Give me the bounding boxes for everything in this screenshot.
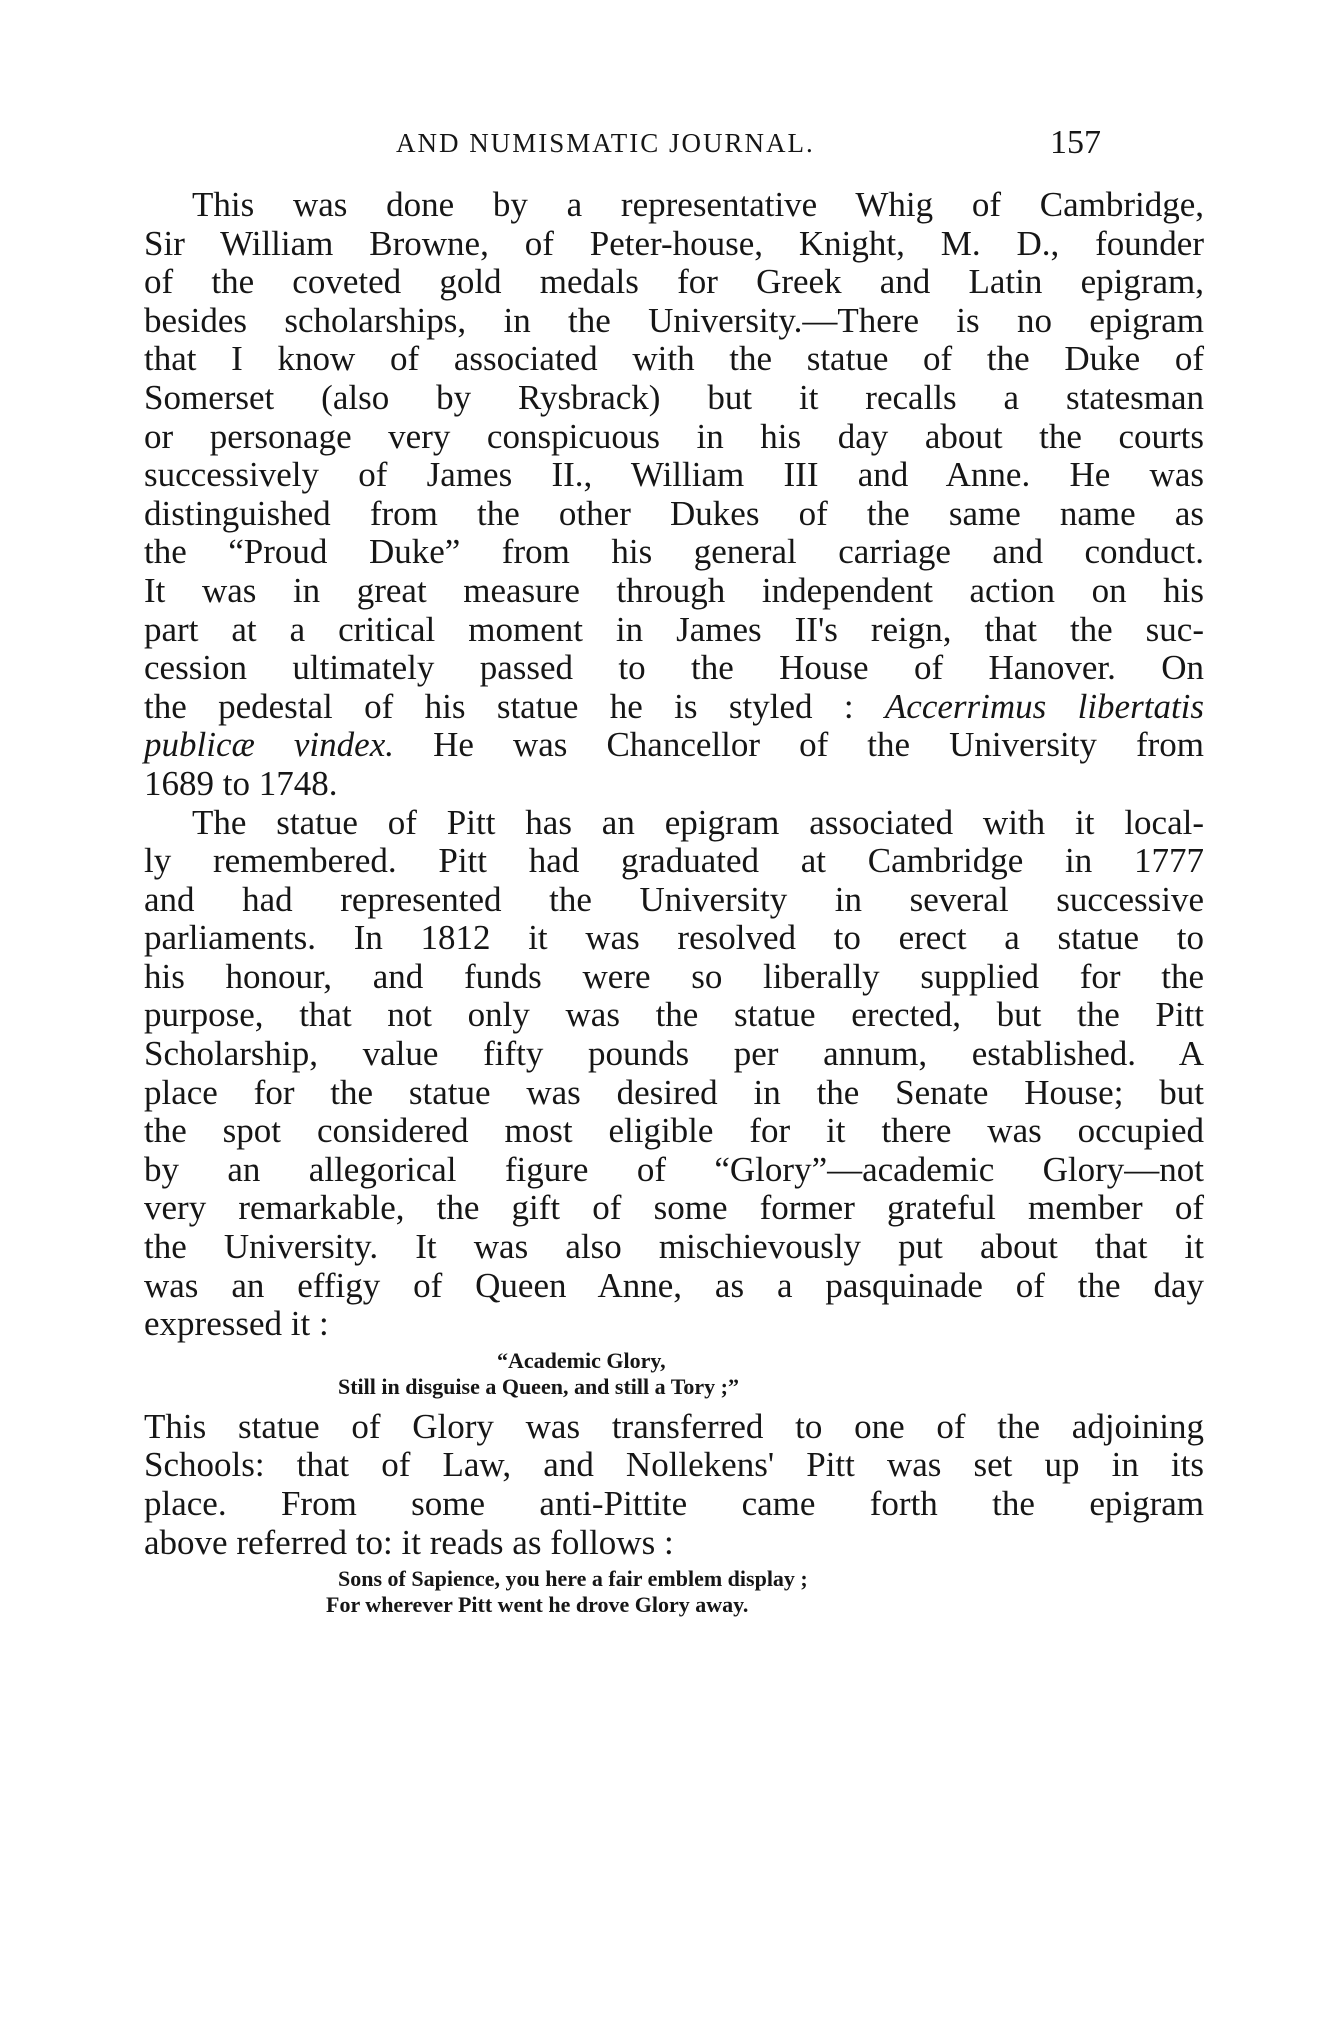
body-text: [144, 186, 1204, 1618]
text-line: successively of James II., William III and Anne. He was: [144, 455, 1204, 495]
text-line: This statue of Glory was transferred to one of the adjoining: [144, 1406, 1204, 1446]
text-line: 1689 to 1748.: [144, 763, 338, 803]
verse-line: Sons of Sapience, you here a fair emblem display ;: [338, 1566, 808, 1592]
latin-motto-part-2: publicæ vindex.: [144, 725, 394, 765]
text-fragment: the pedestal of his statue he is styled :: [144, 686, 854, 726]
text-line: ly remembered. Pitt had graduated at Cambridge in 1777: [144, 841, 1204, 881]
text-line: of the coveted gold medals for Greek and Latin epigram,: [144, 262, 1204, 302]
paragraph-2: [144, 804, 1204, 1344]
text-line: Scholarship, value fifty pounds per annum, established. A: [144, 1034, 1204, 1074]
text-line: parliaments. In 1812 it was resolved to erect a statue to: [144, 918, 1204, 958]
paragraph-1: [144, 186, 1204, 804]
paragraph-3: [144, 1408, 1204, 1562]
text-line: distinguished from the other Dukes of the same name as: [144, 493, 1204, 533]
text-line: It was in great measure through independent action on his: [144, 570, 1204, 610]
verse-quotation-1: [144, 1348, 1204, 1400]
text-line: or personage very conspicuous in his day about the courts: [144, 416, 1204, 456]
text-line: very remarkable, the gift of some former grateful member of: [144, 1188, 1204, 1228]
verse-line: “Academic Glory,: [497, 1347, 666, 1373]
text-line: besides scholarships, in the University.—There is no epigram: [144, 300, 1204, 340]
latin-motto-part-1: Accerrimus libertatis: [884, 686, 1205, 726]
text-line: by an allegorical figure of “Glory”—academic Glory—not: [144, 1149, 1204, 1189]
text-line: the “Proud Duke” from his general carriage and conduct.: [144, 532, 1204, 572]
text-line: The statue of Pitt has an epigram associated with it local-: [192, 802, 1204, 842]
text-line: his honour, and funds were so liberally supplied for the: [144, 956, 1204, 996]
text-line: the University. It was also mischievously put about that it: [144, 1227, 1204, 1267]
text-line: Somerset (also by Rysbrack) but it recalls a statesman: [144, 377, 1204, 417]
text-line: cession ultimately passed to the House of Hanover. On: [144, 648, 1204, 688]
text-line: Schools: that of Law, and Nollekens' Pitt was set up in its: [144, 1445, 1204, 1485]
text-line: place. From some anti-Pittite came forth the epigram: [144, 1484, 1204, 1523]
page-number: 157: [1050, 124, 1101, 161]
verse-line: For wherever Pitt went he drove Glory away.: [326, 1592, 749, 1618]
verse-line: Still in disguise a Queen, and still a Tory ;”: [338, 1373, 739, 1399]
text-line: [144, 688, 1204, 727]
text-line: part at a critical moment in James II's reign, that the suc-: [144, 609, 1204, 649]
text-line: This was done by a representative Whig of Cambridge,: [192, 185, 1204, 224]
page-header: [396, 124, 1196, 168]
text-line: Sir William Browne, of Peter-house, Knight, M. D., founder: [144, 223, 1204, 263]
text-line: and had represented the University in several successive: [144, 879, 1204, 919]
text-line: was an effigy of Queen Anne, as a pasquinade of the day: [144, 1265, 1204, 1305]
text-line: expressed it :: [144, 1304, 329, 1344]
text-line: purpose, that not only was the statue erected, but the Pitt: [144, 995, 1204, 1035]
text-line: [144, 726, 1204, 765]
text-line: above referred to: it reads as follows :: [144, 1522, 674, 1562]
text-line: place for the statue was desired in the Senate House; but: [144, 1072, 1204, 1112]
running-head: AND NUMISMATIC JOURNAL.: [396, 128, 815, 158]
text-line: that I know of associated with the statue of the Duke of: [144, 339, 1204, 379]
text-fragment: He was Chancellor of the University from: [433, 725, 1204, 765]
text-line: the spot considered most eligible for it there was occupied: [144, 1111, 1204, 1151]
verse-quotation-2: [144, 1566, 1204, 1618]
